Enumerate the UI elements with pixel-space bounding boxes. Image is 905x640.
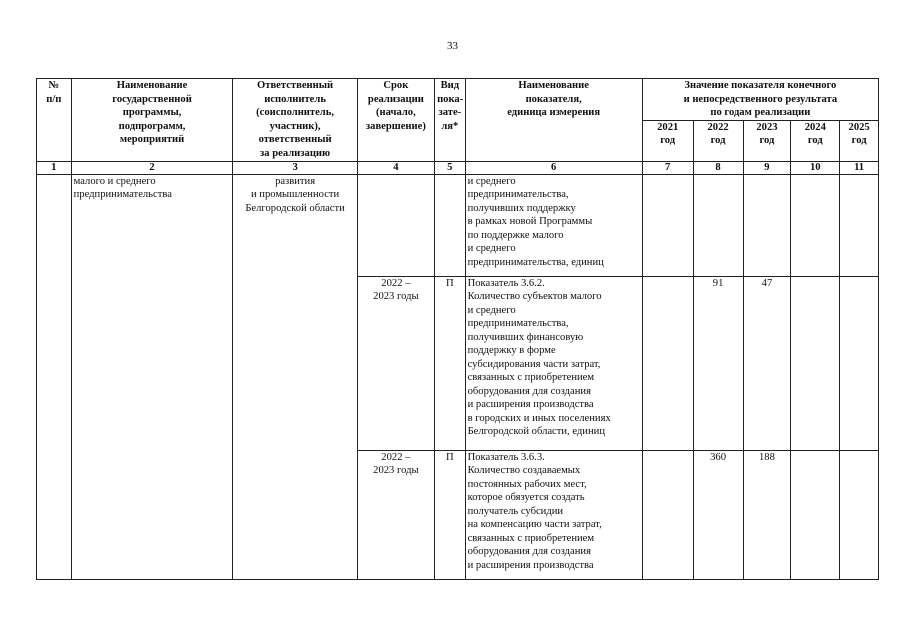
indicator-type-cell: [435, 174, 466, 276]
header-indicator-type: Вид пока- зате- ля*: [435, 79, 466, 162]
column-number: 2: [71, 161, 233, 174]
value-2024-cell: [791, 276, 840, 450]
value-2021-cell: [642, 174, 693, 276]
value-2021-cell: [642, 450, 693, 579]
column-number: 10: [791, 161, 840, 174]
value-2022-cell: 360: [693, 450, 743, 579]
period-cell: [357, 174, 434, 276]
table-row: [37, 174, 879, 276]
indicator-name-cell: и среднего предпринимательства, получивших поддержку в рамках новой Программы по поддержке малого и среднего предпринимательства, единиц: [465, 174, 642, 276]
column-number: 6: [465, 161, 642, 174]
header-year-2023: 2023 год: [743, 120, 791, 161]
indicator-type-cell: П: [435, 276, 466, 450]
header-indicator-name: Наименование показателя, единица измерения: [465, 79, 642, 162]
header-year-2022: 2022 год: [693, 120, 743, 161]
value-2023-cell: 47: [743, 276, 791, 450]
value-2023-cell: [743, 174, 791, 276]
column-number: 5: [435, 161, 466, 174]
header-year-2021: 2021 год: [642, 120, 693, 161]
header-year-2025: 2025 год: [840, 120, 879, 161]
value-2023-cell: 188: [743, 450, 791, 579]
column-number: 4: [357, 161, 434, 174]
column-number: 8: [693, 161, 743, 174]
value-2021-cell: [642, 276, 693, 450]
header-executor: Ответственный исполнитель (соисполнитель, участник), ответственный за реализацию: [233, 79, 357, 162]
indicators-table: [36, 78, 879, 580]
program-name-cell: малого и среднего предпринимательства: [71, 174, 233, 579]
executor-cell: развития и промышленности Белгородской области: [233, 174, 357, 579]
header-program-name: Наименование государственной программы, подпрограмм, мероприятий: [71, 79, 233, 162]
period-cell: 2022 – 2023 годы: [357, 450, 434, 579]
value-2022-cell: 91: [693, 276, 743, 450]
value-2025-cell: [840, 450, 879, 579]
value-2025-cell: [840, 276, 879, 450]
header-number: № п/п: [37, 79, 72, 162]
column-number: 1: [37, 161, 72, 174]
period-cell: 2022 – 2023 годы: [357, 276, 434, 450]
column-number: 7: [642, 161, 693, 174]
column-number: 9: [743, 161, 791, 174]
header-values-group: Значение показателя конечного и непосредственного результата по годам реализации: [642, 79, 878, 121]
value-2022-cell: [693, 174, 743, 276]
value-2025-cell: [840, 174, 879, 276]
column-number: 3: [233, 161, 357, 174]
page-number: 33: [447, 40, 458, 52]
indicator-type-cell: П: [435, 450, 466, 579]
indicator-name-cell: Показатель 3.6.3. Количество создаваемых постоянных рабочих мест, которое обязуется создать получатель субсидии на компенсацию части затрат, связанных с приобретением оборудования для создания и расширения производства: [465, 450, 642, 579]
header-period: Срок реализации (начало, завершение): [357, 79, 434, 162]
column-number: 11: [840, 161, 879, 174]
header-year-2024: 2024 год: [791, 120, 840, 161]
indicator-name-cell: Показатель 3.6.2. Количество субъектов малого и среднего предпринимательства, получивших финансовую поддержку в форме субсидирования части затрат, связанных с приобретением оборудования для создания и расширения производства в городских и иных поселениях Белгородской области, единиц: [465, 276, 642, 450]
value-2024-cell: [791, 450, 840, 579]
value-2024-cell: [791, 174, 840, 276]
header-row: [37, 79, 879, 121]
column-numbers-row: [37, 161, 879, 174]
row-number-cell: [37, 174, 72, 579]
